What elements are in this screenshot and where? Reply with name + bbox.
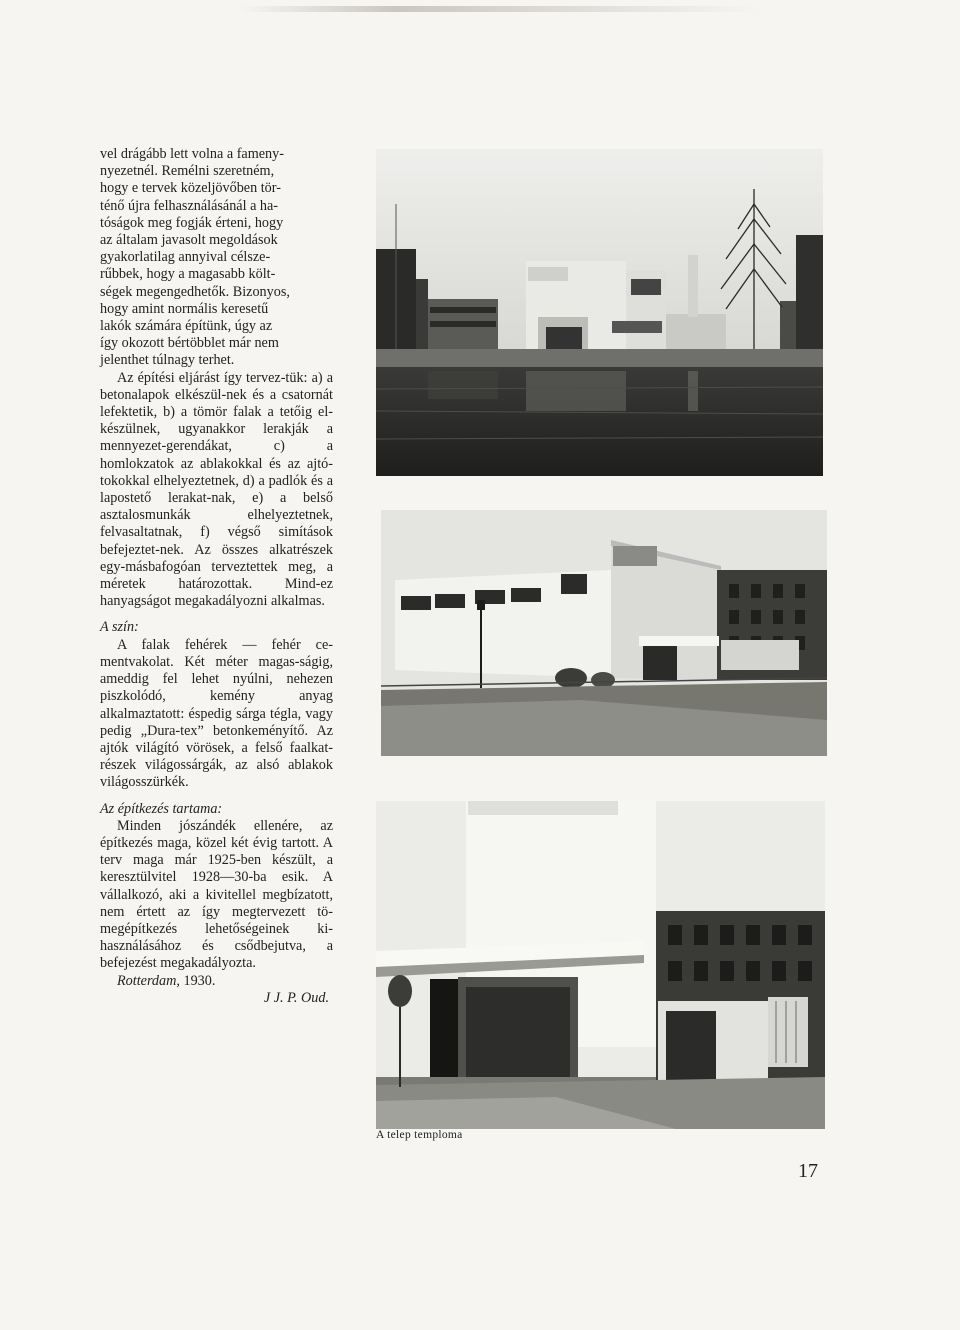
text-line: gyakorlatilag annyival célsze- xyxy=(100,249,271,266)
place-date xyxy=(100,973,333,990)
paragraph-construction-duration: Minden jószándék ellenére, az építkezés maga, közel két évig tartott. A terv maga már 1925-ben készült, a keresztülvitel 1928—30-ba esik. A vállalkozó, aki a kivitellel megbízatott, nem értett az így megtervezett tö-megépítkezés lehetőségeinek ki-használásához és csődbejutva, a befejezést megakadályozta. xyxy=(100,817,333,972)
text-line: hogy amint normális keresetű xyxy=(100,300,269,317)
heading-construction-duration: Az építkezés tartama: xyxy=(100,800,223,817)
church-street-corner-image xyxy=(381,510,827,756)
figure-caption: A telep temploma xyxy=(376,1129,463,1141)
church-entrance-photo xyxy=(376,801,825,1129)
text-line: így okozott bértöbblet már nem xyxy=(100,335,279,352)
place-name: Rotterdam, xyxy=(117,972,180,989)
author-signature: J J. P. Oud. xyxy=(263,989,329,1006)
text-line: tóságok meg fogják érteni, hogy xyxy=(100,214,284,231)
text-line: ténő újra felhasználásánál a ha- xyxy=(100,197,279,214)
article-text-column xyxy=(100,146,333,1007)
paragraph-color: A falak fehérek — fehér ce-mentvakolat. Két méter magas-ságig, ameddig fel lehet nyúlni, nehezen piszkolódó, kemény anyag alkalmaztatott: éspedig sárga tégla, vagy pedig „Dura-tex” betonkeményítő. Az ajtók világító vörösek, a felső faalkat-részek világossárgák, az alsó ablakok világosszürkék. xyxy=(100,636,333,791)
paragraph-intro xyxy=(100,146,333,370)
church-across-canal-image xyxy=(376,149,823,476)
church-street-corner-photo xyxy=(381,510,827,756)
text-line: hogy e tervek közeljövőben tör- xyxy=(100,180,281,197)
year: 1930. xyxy=(183,972,216,989)
text-line: vel drágább lett volna a fameny- xyxy=(100,146,284,162)
text-line: ségek megengedhetők. Bizonyos, xyxy=(100,283,290,300)
paragraph-construction-process: Az építési eljárást így tervez-tük: a) a betonalapok elkészül-nek és a csatornát lefektetik, b) a tömör falak a tetőig el-készülnek, ugyanakkor lerakják a mennyezet-gerendákat, c) a homlokzatok az ablakokkal és az ajtó-tokokkal elhelyeztetnek, d) a padlók és a lapostető lerakat-nak, e) a belső asztalosmunkák elhelyeztetnek, felvasaltatnak, f) végső simítások befejeztet-nek. Az összes alkatrészek egy-másbafogóan terveztettek meg, a méretek határozottak. Mind-ez hanyagságot megakadályozni alkalmas. xyxy=(100,369,333,610)
heading-color: A szín: xyxy=(100,619,139,636)
text-line: az általam javasolt megoldások xyxy=(100,232,278,249)
church-entrance-image xyxy=(376,801,825,1129)
text-line: jelenthet túlnagy terhet. xyxy=(100,352,235,369)
church-across-canal-photo xyxy=(376,149,823,476)
text-line: nyezetnél. Remélni szeretném, xyxy=(100,163,275,180)
text-line: lakók számára építünk, úgy az xyxy=(100,318,273,335)
text-line: rűbbek, hogy a magasabb költ- xyxy=(100,266,276,283)
scan-artifact xyxy=(240,6,760,12)
page-number: 17 xyxy=(798,1160,818,1182)
